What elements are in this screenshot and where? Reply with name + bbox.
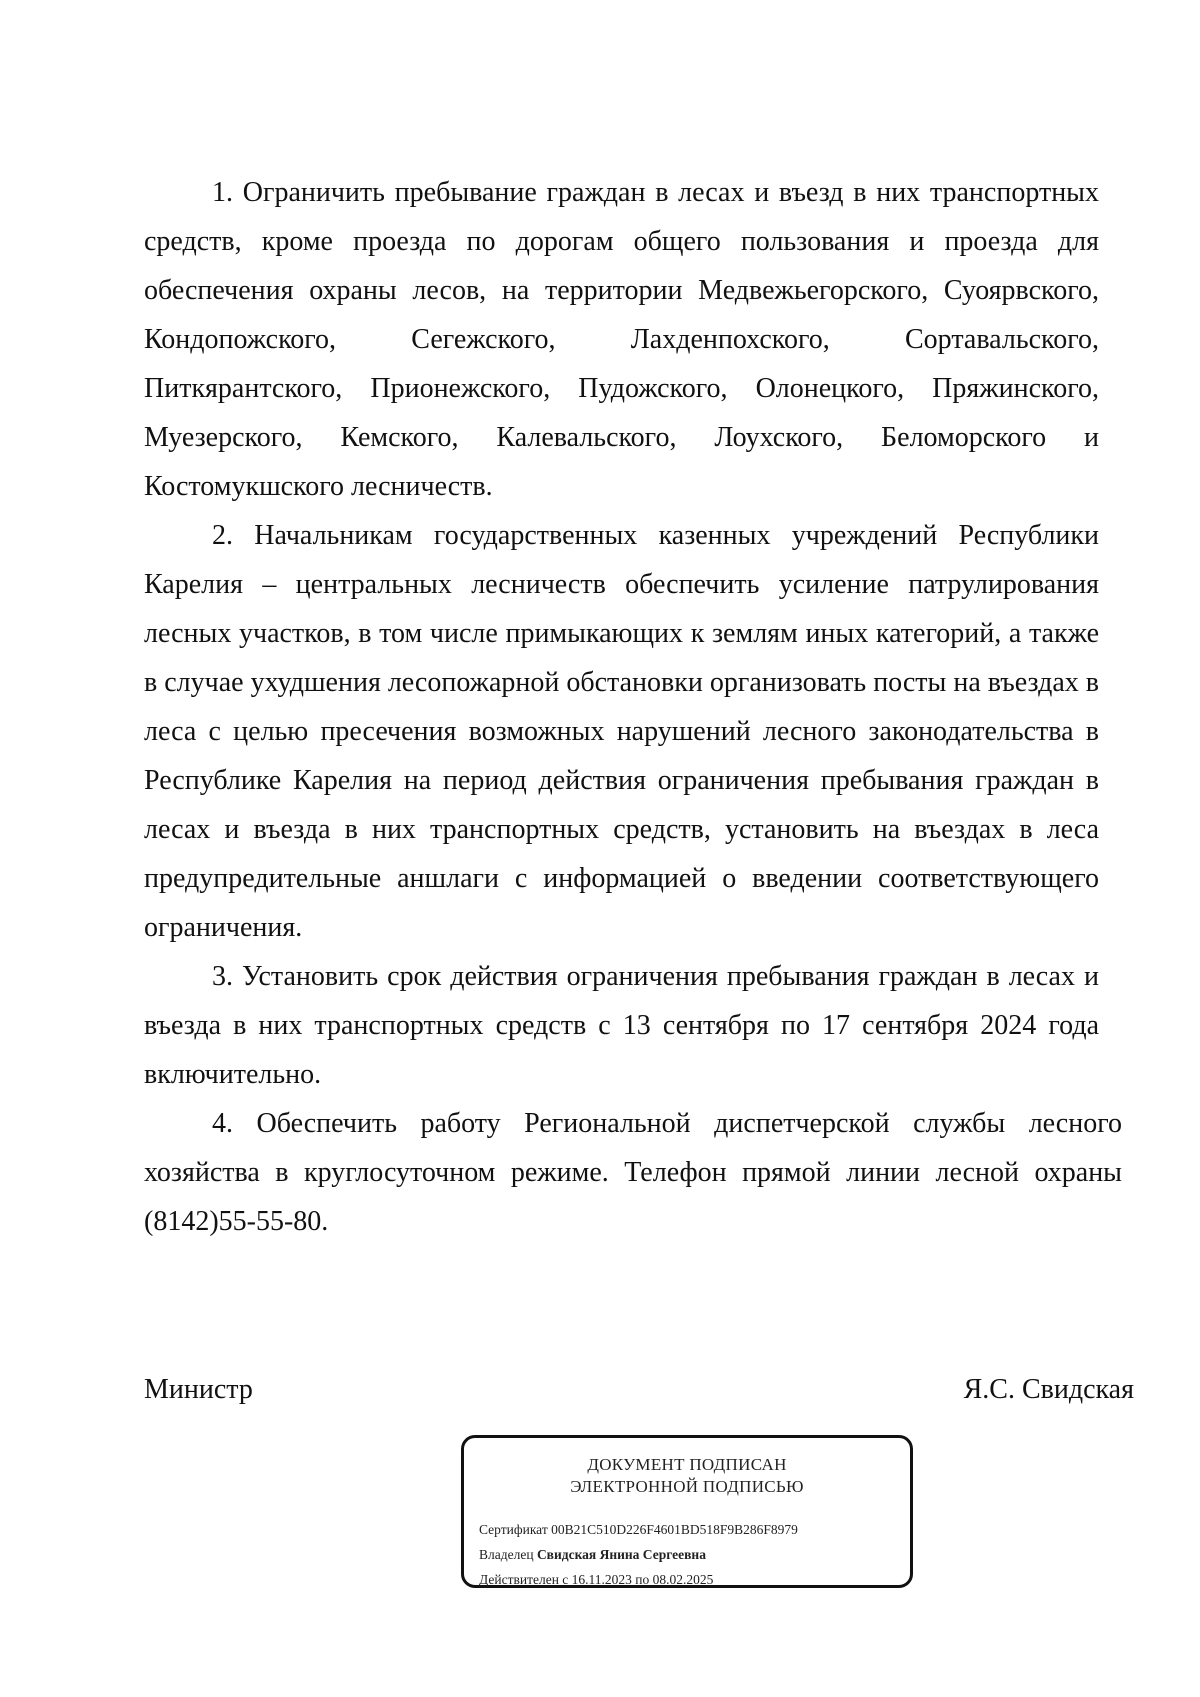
electronic-signature-stamp [461, 1435, 913, 1588]
validity-to-label: по [635, 1572, 650, 1587]
stamp-heading-line-2: ЭЛЕКТРОННОЙ ПОДПИСЬЮ [570, 1477, 804, 1496]
validity-label: Действителен с [479, 1572, 569, 1587]
stamp-details [479, 1517, 798, 1592]
stamp-heading [464, 1454, 910, 1498]
valid-from: 16.11.2023 [571, 1572, 632, 1587]
paragraph-1: 1. Ограничить пребывание граждан в лесах и въезд в них транспортных средств, кроме проезда по дорогам общего пользования и проезда для обеспечения охраны лесов, на территории Медвежьегорского, Суоярвского, Кондопожского, Сегежского, Лахденпохского, Сортавальского, Питкярантского, Прионежского, Пудожского, Олонецкого, Пряжинского, Муезерского, Кемского, Калевальского, Лоухского, Беломорского и Костомукшского лесничеств. [144, 177, 1099, 502]
paragraph-2: 2. Начальникам государственных казенных учреждений Республики Карелия – центральных лесничеств обеспечить усиление патрулирования лесных участков, в том числе примыкающих к землям иных категорий, а также в случае ухудшения лесопожарной обстановки организовать посты на въездах в леса с целью пресечения возможных нарушений лесного законодательства в Республике Карелия на период действия ограничения пребывания граждан в лесах и въезда в них транспортных средств, установить на въездах в леса предупредительные аншлаги с информацией о введении соответствующего ограничения. [144, 520, 1099, 943]
certificate-value: 00B21C510D226F4601BD518F9B286F8979 [551, 1522, 798, 1537]
certificate-label: Сертификат [479, 1522, 548, 1537]
paragraph-4: 4. Обеспечить работу Региональной диспетчерской службы лесного хозяйства в круглосуточном режиме. Телефон прямой линии лесной охраны (8142)55-55-80. [144, 1108, 1122, 1237]
owner-value: Свидская Янина Сергеевна [536, 1547, 706, 1562]
stamp-heading-line-1: ДОКУМЕНТ ПОДПИСАН [587, 1455, 787, 1474]
stamp-owner-line [479, 1542, 798, 1567]
stamp-certificate-line [479, 1517, 798, 1542]
valid-to: 08.02.2025 [652, 1572, 714, 1587]
owner-label: Владелец [479, 1547, 534, 1562]
stamp-validity-line [479, 1567, 798, 1592]
paragraph-3: 3. Установить срок действия ограничения пребывания граждан в лесах и въезда в них транспортных средств с 13 сентября по 17 сентября 2024 года включительно. [144, 961, 1099, 1090]
document-body [144, 168, 1122, 1246]
signer-position: Министр [144, 1374, 253, 1405]
signer-name: Я.С. Свидская [963, 1374, 1134, 1405]
